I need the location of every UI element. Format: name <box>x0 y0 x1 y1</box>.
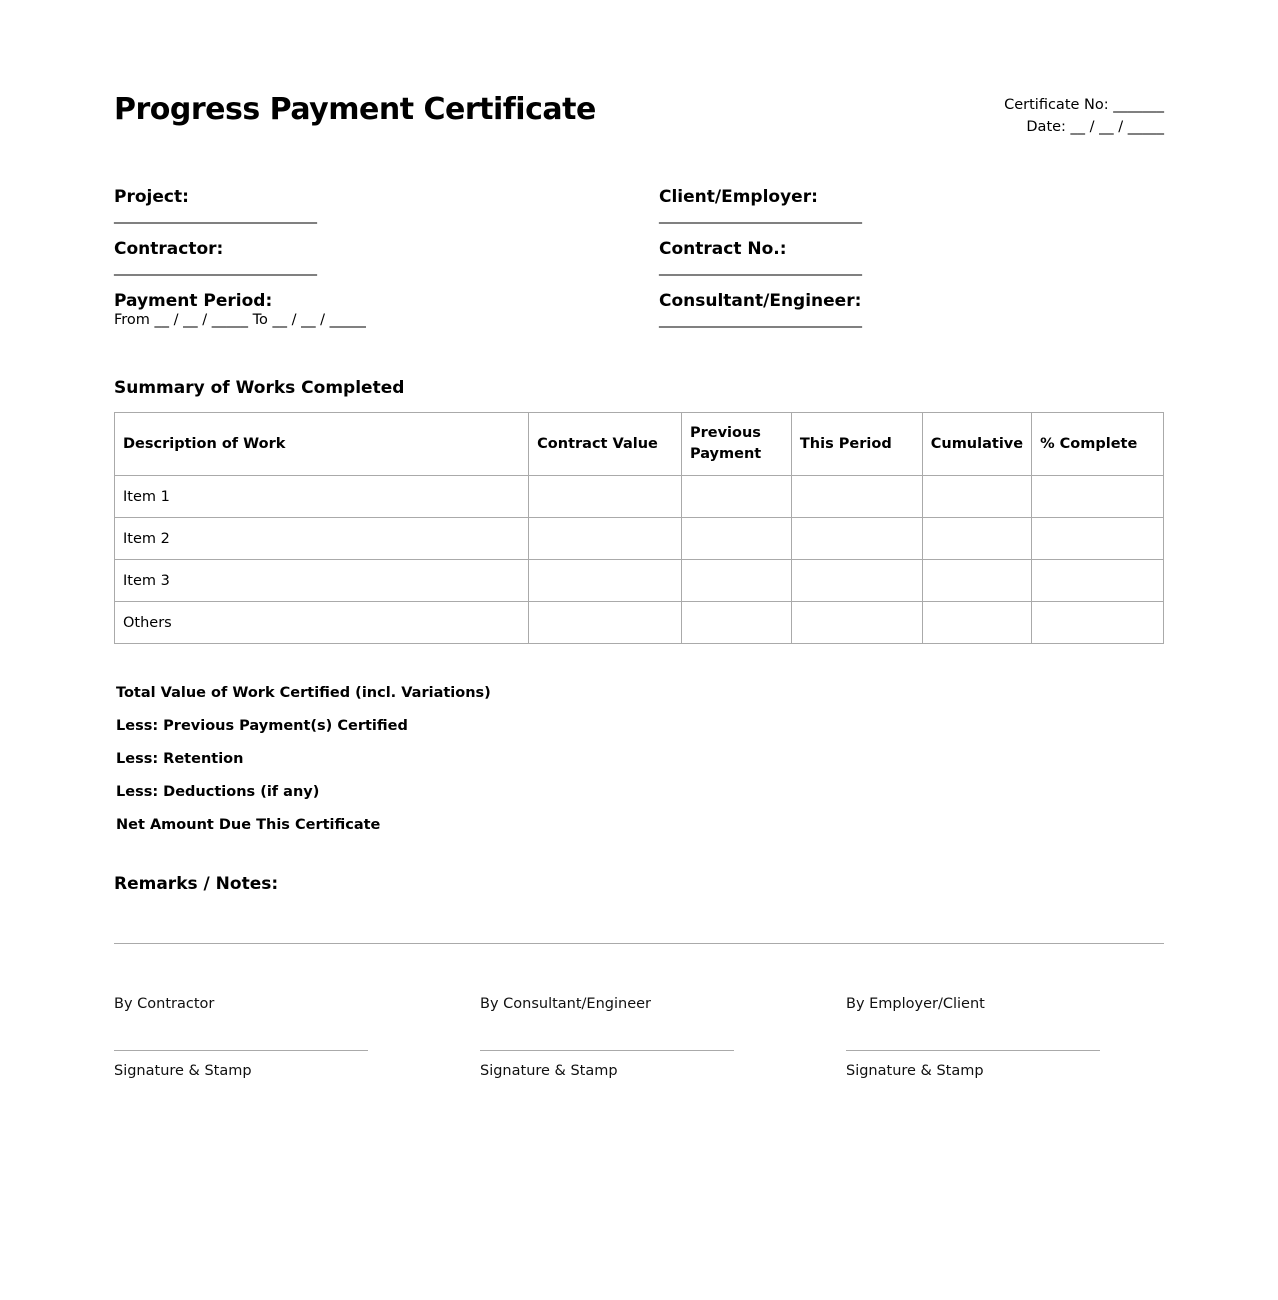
column-header-previous-payment: Previous Payment <box>681 413 791 476</box>
field-blank-line: ______________________________ <box>114 260 317 276</box>
less-retention: Less: Retention <box>116 751 244 767</box>
field-blank-line: ______________________________ <box>114 208 317 224</box>
field-blank-line: ______________________________ <box>659 312 862 328</box>
field-blank-line: ______________________________ <box>659 208 862 224</box>
payment-period-dates: From __ / __ / _____ To __ / __ / _____ <box>114 312 366 328</box>
remarks-title: Remarks / Notes: <box>114 874 279 894</box>
signature-line <box>480 1050 734 1051</box>
cell-cumulative[interactable] <box>922 602 1031 644</box>
certificate-date: Date: __ / __ / _____ <box>1026 119 1164 135</box>
signature-party: By Contractor <box>114 996 215 1012</box>
signature-party: By Employer/Client <box>846 996 985 1012</box>
column-header-cumulative: Cumulative <box>922 413 1031 476</box>
cell-previous-payment[interactable] <box>681 476 791 518</box>
total-value-certified: Total Value of Work Certified (incl. Variations) <box>116 685 491 701</box>
signature-line <box>114 1050 368 1051</box>
cell-cumulative[interactable] <box>922 476 1031 518</box>
field-contract-no <box>659 239 1059 277</box>
signature-caption: Signature & Stamp <box>846 1063 984 1079</box>
field-consultant-engineer <box>659 291 1059 329</box>
totals-list <box>116 682 491 847</box>
signature-line <box>846 1050 1100 1051</box>
cell-percent-complete[interactable] <box>1032 518 1164 560</box>
summary-table <box>114 412 1164 644</box>
cell-description: Item 2 <box>115 518 529 560</box>
cell-contract-value[interactable] <box>529 560 682 602</box>
cell-contract-value[interactable] <box>529 518 682 560</box>
field-label: Contract No.: <box>659 239 787 259</box>
remarks-divider <box>114 943 1164 944</box>
less-deductions: Less: Deductions (if any) <box>116 784 320 800</box>
cell-previous-payment[interactable] <box>681 518 791 560</box>
column-header-contract-value: Contract Value <box>529 413 682 476</box>
cell-percent-complete[interactable] <box>1032 476 1164 518</box>
cell-cumulative[interactable] <box>922 560 1031 602</box>
less-previous-payments: Less: Previous Payment(s) Certified <box>116 718 408 734</box>
field-label: Client/Employer: <box>659 187 818 207</box>
field-project <box>114 187 514 225</box>
cell-contract-value[interactable] <box>529 476 682 518</box>
signature-caption: Signature & Stamp <box>480 1063 618 1079</box>
certificate-number: Certificate No: _______ <box>1004 97 1164 113</box>
table-row <box>115 602 1164 644</box>
signature-block-consultant <box>480 994 734 1081</box>
cell-previous-payment[interactable] <box>681 602 791 644</box>
signature-party: By Consultant/Engineer <box>480 996 652 1012</box>
cell-this-period[interactable] <box>791 476 922 518</box>
cell-this-period[interactable] <box>791 560 922 602</box>
cell-contract-value[interactable] <box>529 602 682 644</box>
cell-description: Others <box>115 602 529 644</box>
field-contractor <box>114 239 514 277</box>
cell-percent-complete[interactable] <box>1032 602 1164 644</box>
cell-cumulative[interactable] <box>922 518 1031 560</box>
cell-this-period[interactable] <box>791 518 922 560</box>
summary-title: Summary of Works Completed <box>114 378 405 398</box>
signature-block-contractor <box>114 994 368 1081</box>
field-label: Contractor: <box>114 239 224 259</box>
cell-previous-payment[interactable] <box>681 560 791 602</box>
certificate-meta <box>1004 94 1164 138</box>
column-header-description: Description of Work <box>115 413 529 476</box>
cell-percent-complete[interactable] <box>1032 560 1164 602</box>
field-payment-period <box>114 291 514 329</box>
table-row <box>115 518 1164 560</box>
table-row <box>115 476 1164 518</box>
column-header-this-period: This Period <box>791 413 922 476</box>
page-title: Progress Payment Certificate <box>114 92 596 127</box>
cell-description: Item 1 <box>115 476 529 518</box>
signature-block-employer <box>846 994 1100 1081</box>
cell-this-period[interactable] <box>791 602 922 644</box>
field-label: Project: <box>114 187 189 207</box>
table-header-row <box>115 413 1164 476</box>
column-header-percent-complete: % Complete <box>1032 413 1164 476</box>
table-row <box>115 560 1164 602</box>
net-amount-due: Net Amount Due This Certificate <box>116 817 381 833</box>
signature-caption: Signature & Stamp <box>114 1063 252 1079</box>
cell-description: Item 3 <box>115 560 529 602</box>
field-label: Payment Period: <box>114 291 273 311</box>
field-client-employer <box>659 187 1059 225</box>
field-label: Consultant/Engineer: <box>659 291 862 311</box>
field-blank-line: ______________________________ <box>659 260 862 276</box>
